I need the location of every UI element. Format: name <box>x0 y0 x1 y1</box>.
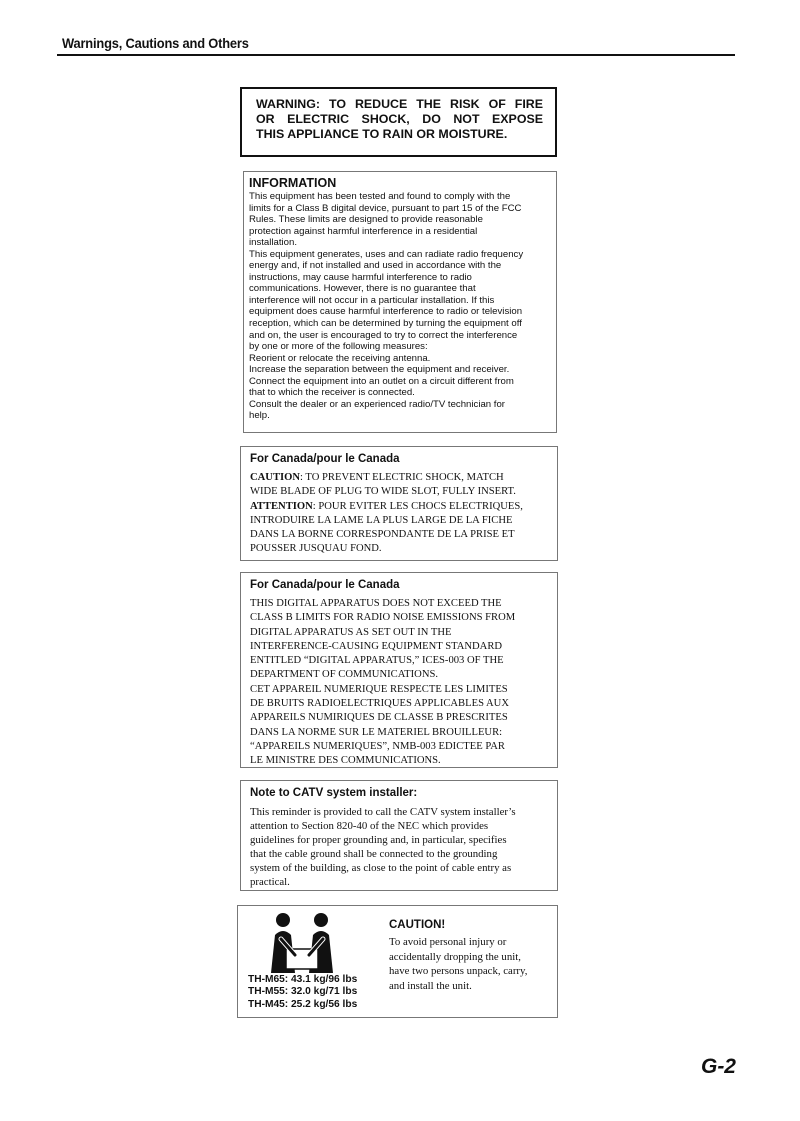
text-line: communications. However, there is no guarantee that <box>249 283 476 295</box>
text-line: Increase the separation between the equipment and receiver. <box>249 364 510 376</box>
text-line: DANS LA NORME SUR LE MATERIEL BROUILLEUR: <box>250 726 503 738</box>
warning-line: WARNING: TO REDUCE THE RISK OF FIRE <box>256 97 543 111</box>
information-title: INFORMATION <box>249 176 337 190</box>
lifting-caution-box <box>237 905 558 1018</box>
text-line: equipment does cause harmful interference to radio or television <box>249 306 523 318</box>
caution-label: CAUTION <box>250 472 301 483</box>
text-line: that the cable ground shall be connected to the grounding <box>250 848 498 860</box>
catv-title: Note to CATV system installer: <box>250 787 418 799</box>
text-line: DE BRUITS RADIOELECTRIQUES APPLICABLES AUX <box>250 698 509 710</box>
caution-body <box>389 935 527 993</box>
caution-text-block <box>389 918 527 993</box>
caution-line: WIDE BLADE OF PLUG TO WIDE SLOT, FULLY INSERT. <box>250 486 516 498</box>
model-weight: TH-M65: 43.1 kg/96 lbs <box>248 974 358 985</box>
attention-text: : POUR EVITER LES CHOCS ELECTRIQUES, <box>312 500 523 512</box>
text-line: This reminder is provided to call the CATV system installer’s <box>250 806 516 818</box>
text-line: have two persons unpack, carry, <box>389 965 528 978</box>
information-box <box>243 171 557 433</box>
text-line: limits for a Class B digital device, pursuant to part 15 of the FCC <box>249 202 522 214</box>
text-line: Connect the equipment into an outlet on a circuit different from <box>249 375 514 387</box>
warning-line: THIS APPLIANCE TO RAIN OR MOISTURE. <box>256 127 508 141</box>
attention-line <box>250 500 548 514</box>
warning-line: OR ELECTRIC SHOCK, DO NOT EXPOSE <box>256 112 543 126</box>
text-line: reception, which can be determined by turning the equipment off <box>249 318 522 330</box>
text-line: guidelines for proper grounding and, in particular, specifies <box>250 834 507 846</box>
two-person-lift-icon <box>257 911 347 975</box>
attention-line: INTRODUIRE LA LAME LA PLUS LARGE DE LA FICHE <box>250 514 513 526</box>
text-line: practical. <box>250 876 290 888</box>
text-line: To avoid personal injury or <box>389 936 507 948</box>
canada-title: For Canada/pour le Canada <box>250 579 400 591</box>
text-line: accidentally dropping the unit, <box>389 950 521 963</box>
canada-emissions-box <box>240 572 558 768</box>
text-line: Reorient or relocate the receiving antenna. <box>249 352 431 364</box>
caution-line <box>250 471 548 485</box>
canada-title: For Canada/pour le Canada <box>250 453 400 465</box>
text-line: installation. <box>249 237 297 249</box>
page-number: G-2 <box>700 1055 736 1078</box>
text-line: that to which the receiver is connected. <box>249 387 415 399</box>
canada-emissions-body <box>250 597 548 769</box>
text-line: “APPAREILS NUMERIQUES”, NMB-003 EDICTEE PAR <box>250 740 505 752</box>
catv-note-box <box>240 780 558 891</box>
canada-caution-box <box>240 446 558 561</box>
text-line: THIS DIGITAL APPARATUS DOES NOT EXCEED THE <box>250 598 502 609</box>
text-line: INTERFERENCE-CAUSING EQUIPMENT STANDARD <box>250 640 503 652</box>
text-line: This equipment generates, uses and can radiate radio frequency <box>249 248 524 260</box>
text-line: help. <box>249 410 270 422</box>
text-line: instructions, may cause harmful interference to radio <box>249 271 472 283</box>
text-line: CLASS B LIMITS FOR RADIO NOISE EMISSIONS FROM <box>250 612 516 624</box>
text-line: APPAREILS NUMIRIQUES DE CLASSE B PRESCRITES <box>250 712 508 724</box>
text-line: CET APPAREIL NUMERIQUE RESPECTE LES LIMITES <box>250 683 508 695</box>
header-rule <box>57 54 735 56</box>
caution-text: : TO PREVENT ELECTRIC SHOCK, MATCH <box>300 472 504 483</box>
text-line: ENTITLED “DIGITAL APPARATUS,” ICES-003 OF THE <box>250 655 504 667</box>
text-line: energy and, if not installed and used in accordance with the <box>249 260 502 272</box>
caution-title: CAUTION! <box>389 919 446 931</box>
warning-box <box>240 87 557 157</box>
attention-line: DANS LA BORNE CORRESPONDANTE DE LA PRISE ET <box>250 529 515 541</box>
model-weight: TH-M55: 32.0 kg/71 lbs <box>248 986 358 998</box>
attention-label: ATTENTION <box>250 500 313 512</box>
text-line: and install the unit. <box>389 979 472 992</box>
text-line: DEPARTMENT OF COMMUNICATIONS. <box>250 669 439 681</box>
text-line: DIGITAL APPARATUS AS SET OUT IN THE <box>250 626 452 638</box>
text-line: LE MINISTRE DES COMMUNICATIONS. <box>250 755 441 767</box>
model-weight: TH-M45: 25.2 kg/56 lbs <box>248 998 358 1010</box>
text-line: system of the building, as close to the point of cable entry as <box>250 862 512 874</box>
text-line: interference will not occur in a particular installation. If this <box>249 294 495 306</box>
text-line: Rules. These limits are designed to provide reasonable <box>249 214 483 226</box>
text-line: and on, the user is encouraged to try to correct the interference <box>249 329 518 341</box>
model-weights <box>248 974 357 1011</box>
text-line: attention to Section 820-40 of the NEC which provides <box>250 820 489 832</box>
text-line: protection against harmful interference in a residential <box>249 225 478 237</box>
attention-line: POUSSER JUSQUAU FOND. <box>250 543 382 555</box>
text-line: by one or more of the following measures: <box>249 341 428 353</box>
text-line: Consult the dealer or an experienced radio/TV technician for <box>249 398 505 410</box>
catv-body <box>250 805 548 889</box>
section-header: Warnings, Cautions and Others <box>62 35 249 51</box>
information-body <box>249 191 551 422</box>
text-line: This equipment has been tested and found to comply with the <box>249 191 511 202</box>
